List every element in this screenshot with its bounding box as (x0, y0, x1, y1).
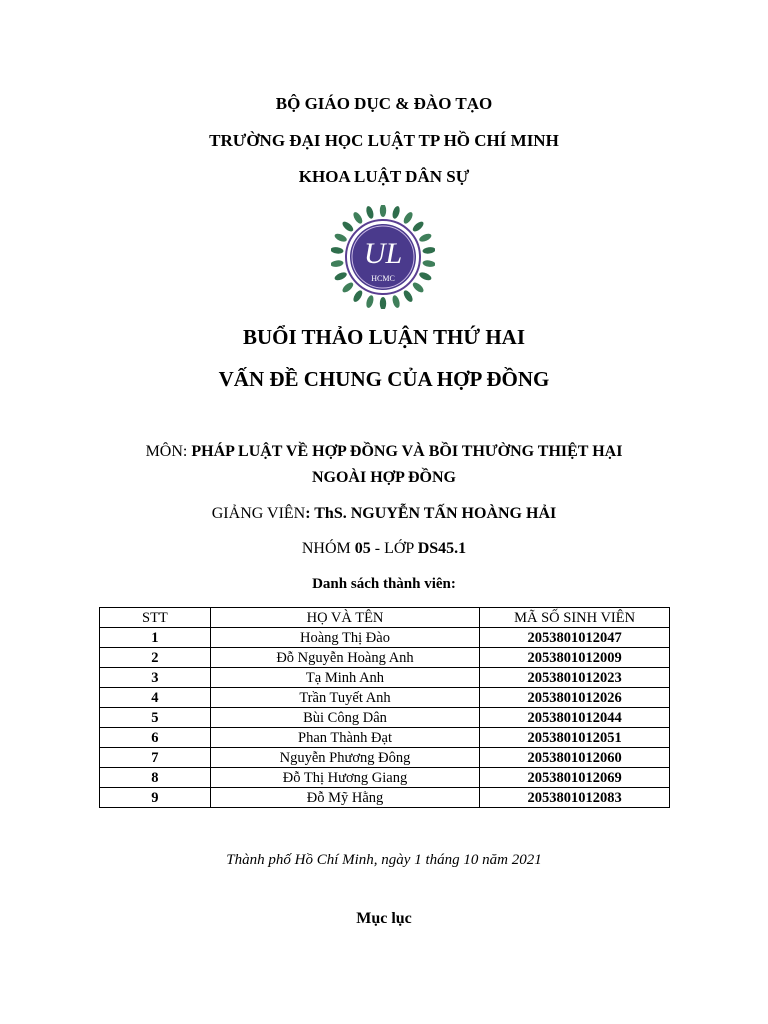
cell-full-name: Trần Tuyết Anh (210, 688, 479, 708)
table-header-row (100, 608, 670, 628)
header-stt: STT (100, 608, 211, 628)
ministry-heading: BỘ GIÁO DỤC & ĐÀO TẠO (275, 94, 493, 113)
cell-student-id: 2053801012047 (480, 628, 670, 648)
subject-label: MÔN: (145, 443, 192, 460)
leaf-shape (402, 289, 414, 303)
cell-full-name: Phan Thành Đạt (210, 728, 479, 748)
cell-student-id: 2053801012026 (480, 688, 670, 708)
toc-title: Mục lục (356, 910, 412, 927)
leaf-shape (422, 260, 435, 268)
university-heading: TRƯỜNG ĐẠI HỌC LUẬT TP HỒ CHÍ MINH (209, 131, 559, 150)
table-row (100, 688, 670, 708)
table-row (100, 628, 670, 648)
leaf-shape (380, 297, 386, 309)
cell-student-id: 2053801012044 (480, 708, 670, 728)
cell-full-name: Nguyễn Phương Đông (210, 748, 479, 768)
faculty-heading: KHOA LUẬT DÂN SỰ (298, 167, 470, 186)
leaf-shape (422, 246, 435, 254)
leaf-shape (411, 281, 425, 294)
subject-line (0, 443, 768, 461)
leaf-shape (418, 271, 432, 282)
cell-stt: 3 (100, 668, 211, 688)
table-row (100, 728, 670, 748)
leaf-shape (331, 260, 344, 268)
cell-full-name: Tạ Minh Anh (210, 668, 479, 688)
lecturer-label: GIẢNG VIÊN (211, 505, 306, 522)
cell-stt: 2 (100, 648, 211, 668)
session-title: BUỔI THẢO LUẬN THỨ HAI (243, 325, 525, 349)
leaf-shape (341, 220, 355, 233)
table-row (100, 768, 670, 788)
university-logo (331, 205, 435, 309)
cell-full-name: Đỗ Mỹ Hằng (210, 788, 479, 808)
leaf-shape (391, 294, 401, 308)
subject-value: PHÁP LUẬT VỀ HỢP ĐỒNG VÀ BỒI THƯỜNG THIỆT HẠI (191, 443, 623, 460)
table-row (100, 748, 670, 768)
subject-line-2: NGOÀI HỢP ĐỒNG (311, 469, 456, 486)
cell-student-id: 2053801012060 (480, 748, 670, 768)
leaf-shape (365, 294, 375, 308)
cell-stt: 8 (100, 768, 211, 788)
header-name: HỌ VÀ TÊN (210, 608, 479, 628)
lecturer-value: : ThS. NGUYỄN TẤN HOÀNG HẢI (305, 505, 557, 522)
class-value: DS45.1 (417, 540, 467, 557)
cell-full-name: Đỗ Nguyễn Hoàng Anh (210, 648, 479, 668)
leaf-shape (352, 289, 364, 303)
date-line: Thành phố Hồ Chí Minh, ngày 1 tháng 10 năm 2021 (226, 852, 542, 868)
group-line (0, 540, 768, 558)
class-label: - LỚP (370, 540, 418, 557)
logo-caption: HCMC (371, 274, 395, 283)
header-student-id: MÃ SỐ SINH VIÊN (480, 608, 670, 628)
table-row (100, 648, 670, 668)
leaf-shape (333, 232, 347, 243)
cell-stt: 1 (100, 628, 211, 648)
leaf-shape (411, 220, 425, 233)
leaf-shape (391, 205, 401, 219)
group-label: NHÓM (301, 540, 355, 557)
leaf-shape (418, 232, 432, 243)
lecturer-line (0, 505, 768, 523)
table-row (100, 788, 670, 808)
cell-stt: 4 (100, 688, 211, 708)
table-row (100, 708, 670, 728)
cell-stt: 5 (100, 708, 211, 728)
leaf-shape (341, 281, 355, 294)
cell-student-id: 2053801012083 (480, 788, 670, 808)
cell-student-id: 2053801012069 (480, 768, 670, 788)
cell-stt: 7 (100, 748, 211, 768)
leaf-shape (365, 205, 375, 219)
cell-full-name: Hoàng Thị Đào (210, 628, 479, 648)
cell-student-id: 2053801012051 (480, 728, 670, 748)
cell-stt: 6 (100, 728, 211, 748)
members-table (99, 607, 670, 808)
leaf-shape (352, 211, 364, 225)
leaf-shape (402, 211, 414, 225)
logo-monogram: UL (363, 237, 403, 270)
cell-full-name: Bùi Công Dân (210, 708, 479, 728)
leaf-shape (333, 271, 347, 282)
cell-full-name: Đỗ Thị Hương Giang (210, 768, 479, 788)
leaf-shape (380, 205, 386, 217)
cell-stt: 9 (100, 788, 211, 808)
topic-title: VẤN ĐỀ CHUNG CỦA HỢP ĐỒNG (218, 367, 550, 391)
group-number: 05 (354, 540, 371, 557)
leaf-shape (331, 246, 344, 254)
cell-student-id: 2053801012009 (480, 648, 670, 668)
cell-student-id: 2053801012023 (480, 668, 670, 688)
table-row (100, 668, 670, 688)
members-title: Danh sách thành viên: (312, 576, 456, 592)
